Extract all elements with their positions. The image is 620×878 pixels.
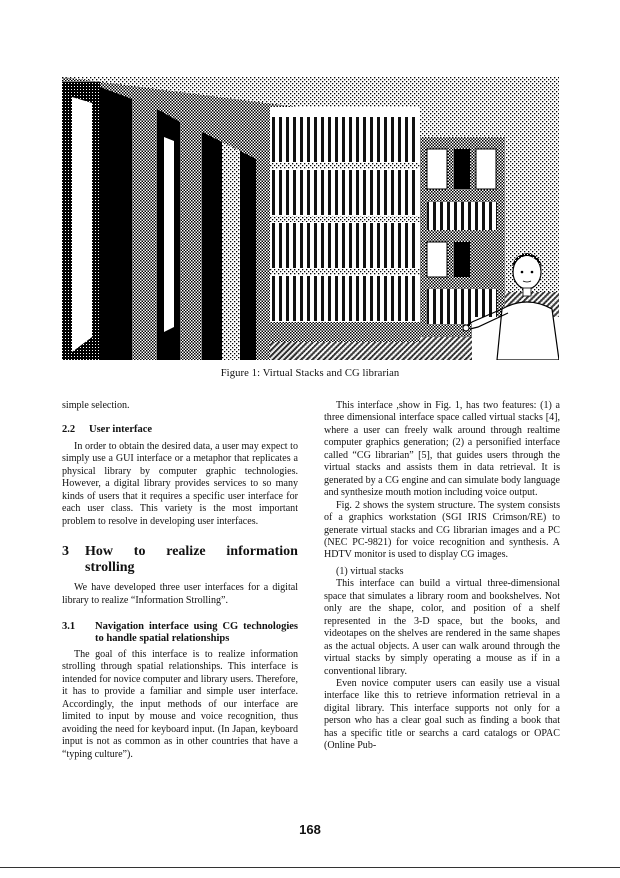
paragraph: Even novice computer users can easily use a visual interface like this to retrieve information retrieval in a digital library. This interface supports not only for a person who has a clear goal such as finding a book that has a specific title or searchs a card catalogs or OPAC (Online Pub- [324,677,560,752]
paragraph: Fig. 2 shows the system structure. The system consists of a graphics workstation (SGI IRIS Crimson/RE) to generate virtual stacks and CG librarian images and a PC (NEC PC-9821) for voice recognition and synthesis. A HDTV monitor is used to display CG images. [324,499,560,561]
figure-virtual-stacks [62,77,559,360]
title-word: realize [166,544,206,560]
title-word: information [226,544,298,560]
paragraph: The goal of this interface is to realize information strolling through spatial relationships. This interface is intended for novice computer and library users. Therefore, it has to provide a familiar and simple user interface. Accordingly, the input methods of our interface are limited to input by mouse and voice recognition, thus avoiding the need for keyboard input. (In Japan, keyboard input is not as common as in other countries that have a “typing culture”). [62,648,298,760]
section-title: Navigation interface using CG technologies to handle spatial relationships [95,620,298,645]
list-heading: (1) virtual stacks [336,565,404,577]
right-column [324,400,560,753]
section-number: 3 [62,544,69,560]
figure-caption: Figure 1: Virtual Stacks and CG librarian [220,368,400,379]
page-number: 168 [299,822,321,837]
section-title-line-1 [85,544,298,560]
section-heading-3 [62,544,298,575]
section-heading-3-1 [62,621,298,646]
section-title: User interface [89,424,153,436]
left-column [62,400,298,761]
section-number: 3.1 [62,620,76,632]
paragraph: In order to obtain the desired data, a user may expect to simply use a GUI interface or a metaphor that replicates a physical library by computer graphic technologies. However, a digital library provides services to so many kinds of users that it requires a specific user interface for each user class. This variety is the most important problem to resolve in developing user interfaces. [62,440,298,527]
section-title [85,544,298,575]
continuation-text: simple selection. [62,400,130,411]
section-heading-2-2 [62,424,298,436]
section-title-line-2: strolling [85,559,135,575]
section-number: 2.2 [62,424,76,436]
figure-illustration [62,77,559,360]
title-word: to [133,544,146,560]
paragraph: This interface ,show in Fig. 1, has two features: (1) a three dimensional interface space called virtual stacks [4], where a user can freely walk around through realtime computer graphics generation; (2) a personified interface called “CG librarian” [5], that guides users through the virtual stacks and assists them in data retrieval. It is generated by a CG engine and can simulate body language and synthesize mouth motion including voice output. [324,400,560,499]
footer-rule [0,867,620,868]
title-word: How [85,544,113,560]
paragraph: We have developed three user interfaces for a digital library to realize “Information Strolling”. [62,582,298,606]
paragraph: This interface can build a virtual three-dimensional space that simulates a library room and bookshelves. Not only are the shape, color, and position of a shelf represented in the 3-D space, but the books, and videotapes on the shelves are rendered in the same shapes as the actual objects. A user can walk around through the virtual stacks by simply operating a mouse as if in a conventional library. [324,578,560,677]
